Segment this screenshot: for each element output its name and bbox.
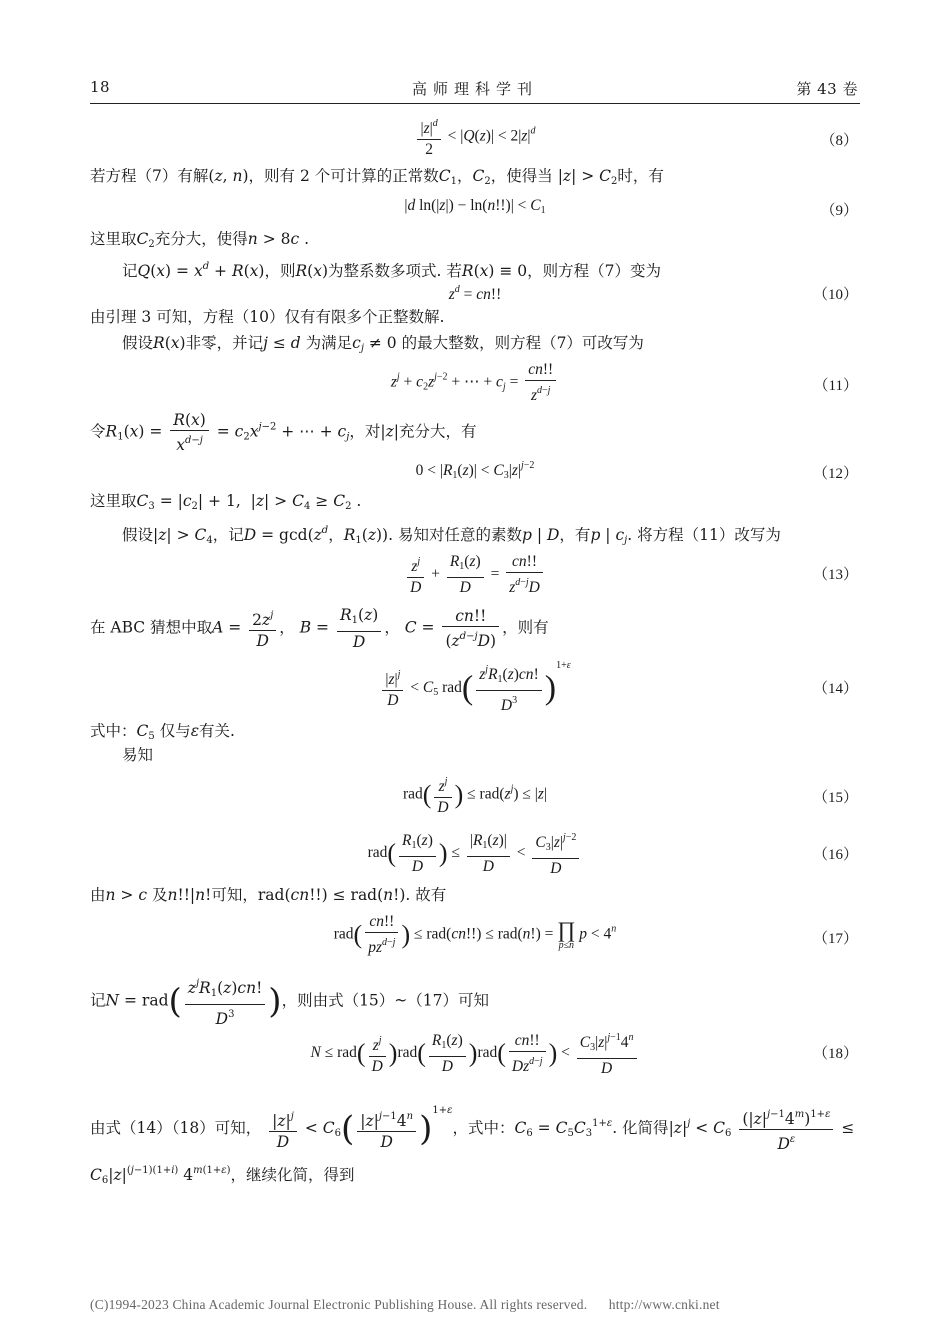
equation-12: $0 < |R_1(z)| < C_3|z|^{j-2}$	[415, 460, 535, 481]
footer	[90, 1297, 720, 1313]
text-line-1: 若方程（7）有解(z, n)，则有 2 个可计算的正常数$C_1$，$C_2$，使得当 $|z| > C_2$时，有	[90, 167, 664, 187]
text-t12d: . 故有	[405, 886, 447, 904]
text-line-8: 假设$|z| > C_4$，记$D = \gcd(z^d$，$R_1(z)$). 易知对任意的素数p | D，有p | $c_j$. 将方程（11）改写为	[122, 525, 781, 546]
text-t5c: 为满足	[305, 334, 353, 352]
footer-copyright: (C)1994-2023 China Academic Journal Electronic Publishing House. All rights reserved.	[90, 1297, 588, 1312]
text-line-15: $C_6|z|^{(j-1)(1+i)}$ $4^{m(1+\varepsilon)}$，继续化简，得到	[90, 1165, 355, 1186]
equation-15: rad( $\frac{z^j}{D}$ ) ≤ $rad(z^j) \le |z|$	[90, 772, 860, 818]
text-t6b: ，对	[349, 422, 381, 441]
equation-number-16: （16）	[812, 847, 858, 863]
text-t5b: 非零，并记	[185, 334, 264, 352]
text-t1d: 时，有	[617, 167, 664, 185]
text-t3d: ，则方程（7）变为	[527, 262, 662, 280]
text-t13b: ，则由式（15）~（17）可知	[281, 991, 489, 1010]
text-line-13: 记N = rad( $\frac{z^jR_1(z)cn!}{D^3}$ )，则由式（15）~（17）可知	[90, 974, 860, 1029]
text-line-7: 这里取$C_3 = |c_2| + 1$, $|z| > C_4 \ge C_2$ .	[90, 492, 362, 512]
text-line-11: 易知	[122, 746, 154, 764]
text-t5d: 的最大整数，则方程（7）可改写为	[401, 334, 644, 352]
equation-10: $z^d$ = cn!!	[448, 284, 502, 303]
text-t7: 这里取	[90, 492, 137, 510]
text-t8c: . 易知对任意的素数	[388, 526, 522, 544]
text-t14b: ，式中：	[452, 1119, 515, 1137]
text-line-4: 由引理 3 可知，方程（10）仅有有限多个正整数解.	[90, 308, 445, 326]
text-t5: 假设	[122, 334, 154, 352]
text-t1c: ，使得当	[490, 167, 553, 185]
equation-9: |d $\ln(|z|) - \ln(n!!)| < C_1$	[404, 197, 546, 216]
equation-16: rad( $\frac{R_1(z)}{D}$ ) ≤ $\frac{|R_1(z)|}{D}$ < $\frac{C_3|z|^{j-2}}{D}$	[90, 828, 860, 879]
equation-18: N ≤ rad( $\frac{z^j}{D}$ )rad( $\frac{R_1(z)}{D}$ )rad( $\frac{cn!!}{Dz^{d-j}}$ ) < $\frac{C_3|z|^{j-1}4^n}{D}$	[90, 1028, 860, 1079]
text-line-2: 这里取$C_2$充分大，使得n > 8c .	[90, 230, 310, 250]
text-line-6: 令$R_1(x)$ = $\frac{R(x)}{x^{d-j}}$ = $c_2x^{j-2}$ + ⋯ + $c_j$，对|z|充分大，有	[90, 411, 477, 454]
equation-number-10: （10）	[812, 287, 858, 303]
text-t14: 由式（14）（18）可知，	[90, 1119, 262, 1137]
text-t8b: ，记	[212, 526, 244, 544]
equation-number-14: （14）	[812, 681, 858, 697]
text-t15: ，继续化简，得到	[230, 1166, 355, 1184]
text-t12b: 及	[151, 886, 168, 904]
text-line-9: 在 ABC 猜想中取A = $\frac{2z^j}{D}$ ， B = $\frac{R_1(z)}{D}$ ， C = $\frac{cn!!}{(z^{d-j}D)}$ ，则有	[90, 606, 549, 651]
equation-number-15: （15）	[812, 790, 858, 806]
equation-number-13: （13）	[812, 567, 858, 583]
equation-number-11: （11）	[813, 378, 858, 394]
text-t10: 式中：	[90, 722, 137, 740]
journal-title: 高师理科学刊	[411, 80, 538, 98]
text-t13: 记	[90, 991, 106, 1010]
equation-number-8: （8）	[820, 133, 858, 149]
equation-14: $\frac{|z|^j}{D}$ < $C_5$ rad( $\frac{z^jR_1(z)cn!}{D^3}$ )$^{1+\varepsilon}$	[90, 660, 860, 716]
text-t9b: ，则有	[502, 618, 549, 637]
text-t1: 若方程（7）有解	[90, 167, 209, 185]
page-number: 18	[90, 78, 111, 96]
text-t14c: . 化简得	[612, 1119, 669, 1137]
text-t2b: 充分大，使得	[154, 230, 248, 248]
text-t10c: 有关.	[199, 722, 235, 740]
header-rule	[90, 103, 860, 104]
text-t1b: ，则有 2 个可计算的正常数	[248, 167, 439, 185]
text-t9: 在 ABC 猜想中取	[90, 618, 213, 637]
equation-number-18: （18）	[812, 1046, 858, 1062]
text-t6c: 充分大，有	[398, 422, 477, 441]
text-t10b: 仅与	[159, 722, 191, 740]
equation-17: rad( $\frac{cn!!}{pz^{d-j}}$ ) ≤ rad(cn!!) ≤ rad(n!) = ∏ p≤n $p < 4^n$	[333, 913, 617, 956]
text-t12: 由	[90, 886, 106, 904]
text-t3b: ，则	[264, 262, 296, 280]
text-line-3: 记$Q(x) = x^d + R(x)$，则R(x)为整系数多项式. 若R(x) ≡ 0，则方程（7）变为	[122, 261, 662, 280]
text-t2: 这里取	[90, 230, 137, 248]
text-line-14: 由式（14）（18）可知， $\frac{|z|^j}{D}$ < $C_6$( $\frac{|z|^{j-1}4^n}{D}$ )$^{1+\varepsilon}$，式中：$C_6 = C_5C_3^{1+\varepsilon}$. 化简得$|z|^j < C_6$ $\frac{(|z|^{j-1}4^m)^{1+\varepsilon}}{D^\varepsilon}$ ≤	[90, 1105, 855, 1153]
equation-13: $\frac{z^j}{D}$ + $\frac{R_1(z)}{D}$ = $\frac{cn!!}{z^{d-j}D}$	[90, 552, 860, 598]
text-t8e: . 将方程（11）改写为	[627, 526, 781, 544]
text-line-12: 由n > c 及n!!|n!可知，rad(cn!!) ≤ rad(n!). 故有	[90, 886, 447, 904]
text-t3c: 为整系数多项式. 若	[328, 262, 462, 280]
equation-11: $z^j + c_2z^{j-2}$ + ⋯ + $c_j$ = $\frac{cn!!}{z^{d-j}}$	[90, 360, 860, 406]
equation-number-17: （17）	[812, 931, 858, 947]
equation-number-12: （12）	[812, 466, 858, 482]
text-t8d: ，有	[559, 526, 591, 544]
volume-label: 第 43 卷	[796, 80, 858, 98]
text-t6: 令	[90, 422, 106, 441]
text-t8: 假设	[122, 526, 154, 544]
text-t12c: 可知，	[211, 886, 258, 904]
text-line-5: 假设R(x)非零，并记j ≤ d 为满足$c_j \ne 0$ 的最大整数，则方程（7）可改写为	[122, 334, 644, 354]
equation-number-9: （9）	[820, 203, 858, 219]
footer-url[interactable]: http://www.cnki.net	[608, 1297, 720, 1312]
equation-8: $\frac{|z|^d}{2}$ < $|Q(z)| < 2|z|^d$	[90, 114, 860, 160]
text-line-10: 式中：$C_5$ 仅与ε有关.	[90, 722, 235, 742]
text-t3: 记	[122, 262, 138, 280]
